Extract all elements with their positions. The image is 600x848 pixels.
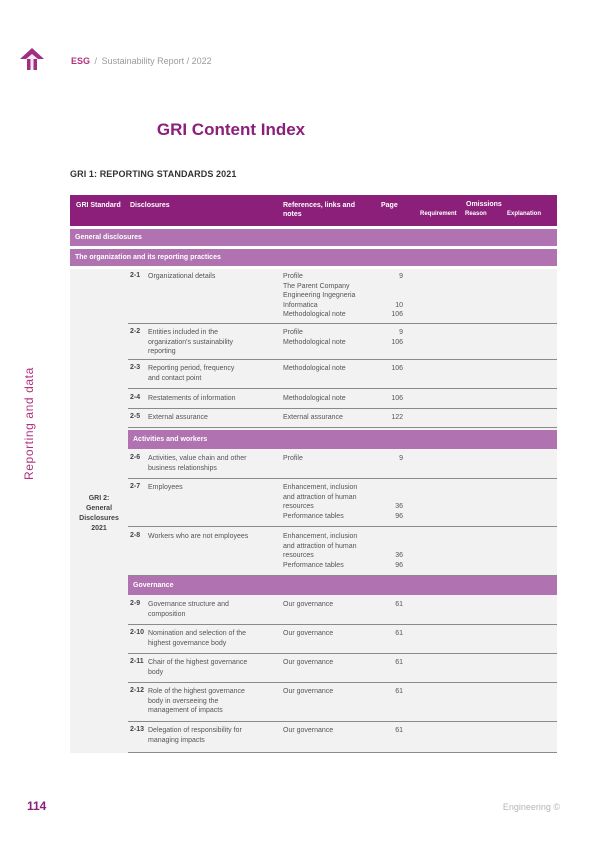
reference-notes-line: resources bbox=[283, 503, 314, 511]
disclosure-description-line: Delegation of responsibility for bbox=[148, 727, 242, 734]
page-reference bbox=[383, 726, 403, 736]
table-header bbox=[70, 195, 557, 226]
reference-notes-line: The Parent Company bbox=[283, 282, 350, 290]
disclosure-code: 2-2 bbox=[130, 328, 141, 335]
standard-label-line: Disclosures bbox=[79, 515, 119, 522]
disclosure-description bbox=[148, 394, 268, 404]
breadcrumb-report: Sustainability Report / 2022 bbox=[101, 56, 212, 66]
page-reference bbox=[383, 394, 403, 404]
page-reference-line: 10 bbox=[395, 301, 403, 309]
reference-notes bbox=[283, 687, 383, 697]
standard-label-line: General bbox=[85, 505, 113, 512]
page-title: GRI Content Index bbox=[156, 120, 306, 139]
band-general-disclosures: General disclosures bbox=[70, 229, 557, 246]
reference-notes bbox=[283, 658, 383, 668]
reference-notes-line: Enhancement, inclusion bbox=[283, 484, 358, 491]
disclosure-code: 2-5 bbox=[130, 413, 141, 420]
reference-notes-line: Methodological note bbox=[283, 365, 346, 372]
disclosure-code: 2-13 bbox=[130, 726, 145, 733]
page-reference-line: 61 bbox=[395, 630, 403, 637]
band-governance-label: Governance bbox=[133, 582, 174, 589]
band-activities-workers bbox=[128, 430, 557, 449]
header-standard: GRI Standard bbox=[76, 202, 121, 209]
page-reference bbox=[383, 272, 403, 320]
side-label: Reporting and data bbox=[22, 367, 36, 480]
disclosure-code: 2-3 bbox=[130, 364, 141, 371]
disclosure-description bbox=[148, 272, 268, 282]
reference-notes bbox=[283, 328, 383, 347]
section-title: GRI 1: REPORTING STANDARDS 2021 bbox=[70, 169, 237, 179]
disclosure-code: 2-12 bbox=[130, 687, 145, 694]
disclosure-description-line: and contact point bbox=[148, 374, 202, 382]
disclosure-description-line: organization's sustainability bbox=[148, 338, 233, 346]
footer-brand: Engineering © bbox=[502, 802, 560, 812]
page-reference-line bbox=[383, 282, 403, 292]
reference-notes bbox=[283, 394, 383, 404]
disclosure-description bbox=[148, 483, 268, 493]
disclosure-description-line: Activities, value chain and other bbox=[148, 455, 247, 462]
disclosure-description bbox=[148, 364, 268, 383]
page-reference-line: 106 bbox=[391, 338, 403, 346]
reference-notes-line: Methodological note bbox=[283, 311, 346, 319]
disclosure-description-line: Employees bbox=[148, 484, 183, 491]
disclosure-description bbox=[148, 454, 268, 473]
disclosure-code: 2-11 bbox=[130, 658, 144, 665]
reference-notes-line: Performance tables bbox=[283, 561, 344, 569]
reference-notes bbox=[283, 454, 383, 464]
header-reason: Reason bbox=[465, 211, 487, 217]
disclosure-description bbox=[148, 328, 268, 357]
header-references: References, links and notes bbox=[283, 202, 355, 218]
table-row bbox=[128, 391, 557, 409]
disclosure-description bbox=[148, 687, 268, 716]
page-reference-line: 9 bbox=[399, 273, 403, 280]
disclosure-description-line: business relationships bbox=[148, 464, 217, 472]
page-reference bbox=[383, 413, 403, 423]
reference-notes-line: Our governance bbox=[283, 688, 334, 695]
table-row bbox=[128, 626, 557, 654]
reference-notes bbox=[283, 413, 383, 423]
reference-notes-line: Methodological note bbox=[283, 395, 346, 402]
disclosure-code: 2-7 bbox=[130, 483, 141, 490]
disclosure-description-line: body bbox=[148, 668, 164, 676]
table-row bbox=[128, 361, 557, 389]
table-row bbox=[128, 597, 557, 625]
reference-notes-line: Informatica bbox=[283, 301, 318, 309]
table-body bbox=[70, 269, 557, 753]
disclosure-description-line: Workers who are not employees bbox=[148, 533, 249, 540]
page-reference-line bbox=[383, 542, 403, 552]
table-row bbox=[128, 723, 557, 753]
table-row bbox=[128, 480, 557, 527]
reference-notes-line: Our governance bbox=[283, 601, 334, 608]
standard-label-line: GRI 2: bbox=[88, 495, 110, 502]
reference-notes-line: Enhancement, inclusion bbox=[283, 533, 358, 540]
disclosure-description bbox=[148, 658, 268, 677]
page-reference bbox=[383, 658, 403, 668]
page-reference bbox=[383, 687, 403, 697]
engineering-logo-icon bbox=[20, 48, 44, 70]
band-governance bbox=[128, 576, 557, 595]
header-disclosures: Disclosures bbox=[130, 202, 170, 209]
page-reference bbox=[383, 629, 403, 639]
page-reference-line: 61 bbox=[395, 601, 403, 608]
header-requirement: Requirement bbox=[420, 211, 457, 217]
page-reference-line bbox=[383, 532, 403, 542]
reference-notes-line: Methodological note bbox=[283, 338, 346, 346]
table-row bbox=[128, 451, 557, 479]
page-reference-line: 96 bbox=[395, 561, 403, 569]
reference-notes bbox=[283, 600, 383, 610]
reference-notes bbox=[283, 726, 383, 736]
reference-notes-line: Profile bbox=[283, 273, 303, 280]
disclosure-code: 2-6 bbox=[130, 454, 141, 461]
band-activities-workers-label: Activities and workers bbox=[133, 436, 208, 443]
breadcrumb-separator: / bbox=[94, 56, 98, 66]
reference-notes bbox=[283, 629, 383, 639]
reference-notes-line: Profile bbox=[283, 455, 303, 462]
disclosure-description bbox=[148, 629, 268, 648]
disclosure-description-line: managing impacts bbox=[148, 736, 205, 744]
reference-notes-line: resources bbox=[283, 552, 314, 560]
page-reference-line: 61 bbox=[395, 688, 403, 695]
disclosure-description bbox=[148, 726, 268, 745]
reference-notes-line: Engineering Ingegneria bbox=[283, 292, 356, 300]
disclosure-description-line: composition bbox=[148, 610, 186, 618]
header-page: Page bbox=[381, 202, 398, 209]
page-reference-line bbox=[383, 483, 403, 493]
disclosure-description-line: Organizational details bbox=[148, 273, 216, 280]
disclosure-code: 2-9 bbox=[130, 600, 141, 607]
band-organization: The organization and its reporting practices bbox=[70, 249, 557, 266]
table-row bbox=[128, 529, 557, 576]
page-reference bbox=[383, 532, 403, 570]
page-reference-line: 96 bbox=[395, 512, 403, 520]
disclosure-description-line: reporting bbox=[148, 348, 176, 356]
reference-notes bbox=[283, 272, 383, 320]
disclosure-code: 2-4 bbox=[130, 394, 141, 401]
disclosure-description-line: Governance structure and bbox=[148, 601, 229, 608]
standard-label bbox=[70, 494, 128, 534]
page-reference-line bbox=[383, 493, 403, 503]
page-reference-line: 9 bbox=[399, 455, 403, 462]
disclosure-description-line: Nomination and selection of the bbox=[148, 630, 247, 637]
gri-content-table bbox=[70, 195, 557, 753]
disclosure-code: 2-10 bbox=[130, 629, 145, 636]
standard-label-line: 2021 bbox=[91, 525, 107, 532]
page-reference-line: 9 bbox=[399, 329, 403, 336]
page-reference-line: 36 bbox=[395, 552, 403, 560]
table-row bbox=[128, 269, 557, 324]
disclosure-description-line: External assurance bbox=[148, 414, 208, 421]
disclosure-description bbox=[148, 532, 268, 542]
disclosure-description-line: Chair of the highest governance bbox=[148, 659, 248, 666]
page-reference bbox=[383, 483, 403, 521]
page-reference-line: 61 bbox=[395, 659, 403, 666]
reference-notes-line: Performance tables bbox=[283, 512, 344, 520]
reference-notes bbox=[283, 483, 383, 521]
disclosure-description-line: body in overseeing the bbox=[148, 697, 219, 705]
reference-notes-line: Our governance bbox=[283, 659, 334, 666]
reference-notes-line: Our governance bbox=[283, 630, 334, 637]
reference-notes-line: Our governance bbox=[283, 727, 334, 734]
reference-notes-line: and attraction of human bbox=[283, 542, 357, 550]
page-reference bbox=[383, 454, 403, 464]
breadcrumb bbox=[71, 56, 212, 66]
table-row bbox=[128, 684, 557, 722]
disclosure-description-line: Entities included in the bbox=[148, 329, 219, 336]
reference-notes-line: External assurance bbox=[283, 414, 343, 421]
page-reference-line: 61 bbox=[395, 727, 403, 734]
disclosure-description-line: management of impacts bbox=[148, 707, 223, 715]
page-reference-line: 106 bbox=[391, 395, 403, 402]
table-row bbox=[128, 410, 557, 428]
page-reference-line: 106 bbox=[391, 311, 403, 319]
disclosure-description-line: Restatements of information bbox=[148, 395, 236, 402]
disclosure-description bbox=[148, 413, 268, 423]
disclosure-code: 2-8 bbox=[130, 532, 141, 539]
page-number: 114 bbox=[27, 799, 47, 813]
disclosure-description bbox=[148, 600, 268, 619]
disclosure-description-line: Role of the highest governance bbox=[148, 688, 245, 695]
page-reference-line: 36 bbox=[395, 503, 403, 511]
disclosure-description-line: highest governance body bbox=[148, 639, 227, 647]
page-reference-line bbox=[383, 291, 403, 301]
page-reference bbox=[383, 600, 403, 610]
table-row bbox=[128, 655, 557, 683]
reference-notes-line: Profile bbox=[283, 329, 303, 336]
reference-notes-line: and attraction of human bbox=[283, 493, 357, 501]
breadcrumb-brand: ESG bbox=[71, 56, 91, 66]
page-reference-line: 106 bbox=[391, 365, 403, 372]
reference-notes bbox=[283, 532, 383, 570]
table-row bbox=[128, 325, 557, 360]
page-reference-line: 122 bbox=[391, 414, 403, 421]
page-reference bbox=[383, 328, 403, 347]
page-reference bbox=[383, 364, 403, 374]
header-omissions: Omissions bbox=[466, 201, 502, 208]
header-explanation: Explanation bbox=[507, 211, 542, 217]
disclosure-description-line: Reporting period, frequency bbox=[148, 365, 235, 372]
disclosure-code: 2-1 bbox=[130, 272, 141, 279]
reference-notes bbox=[283, 364, 383, 374]
